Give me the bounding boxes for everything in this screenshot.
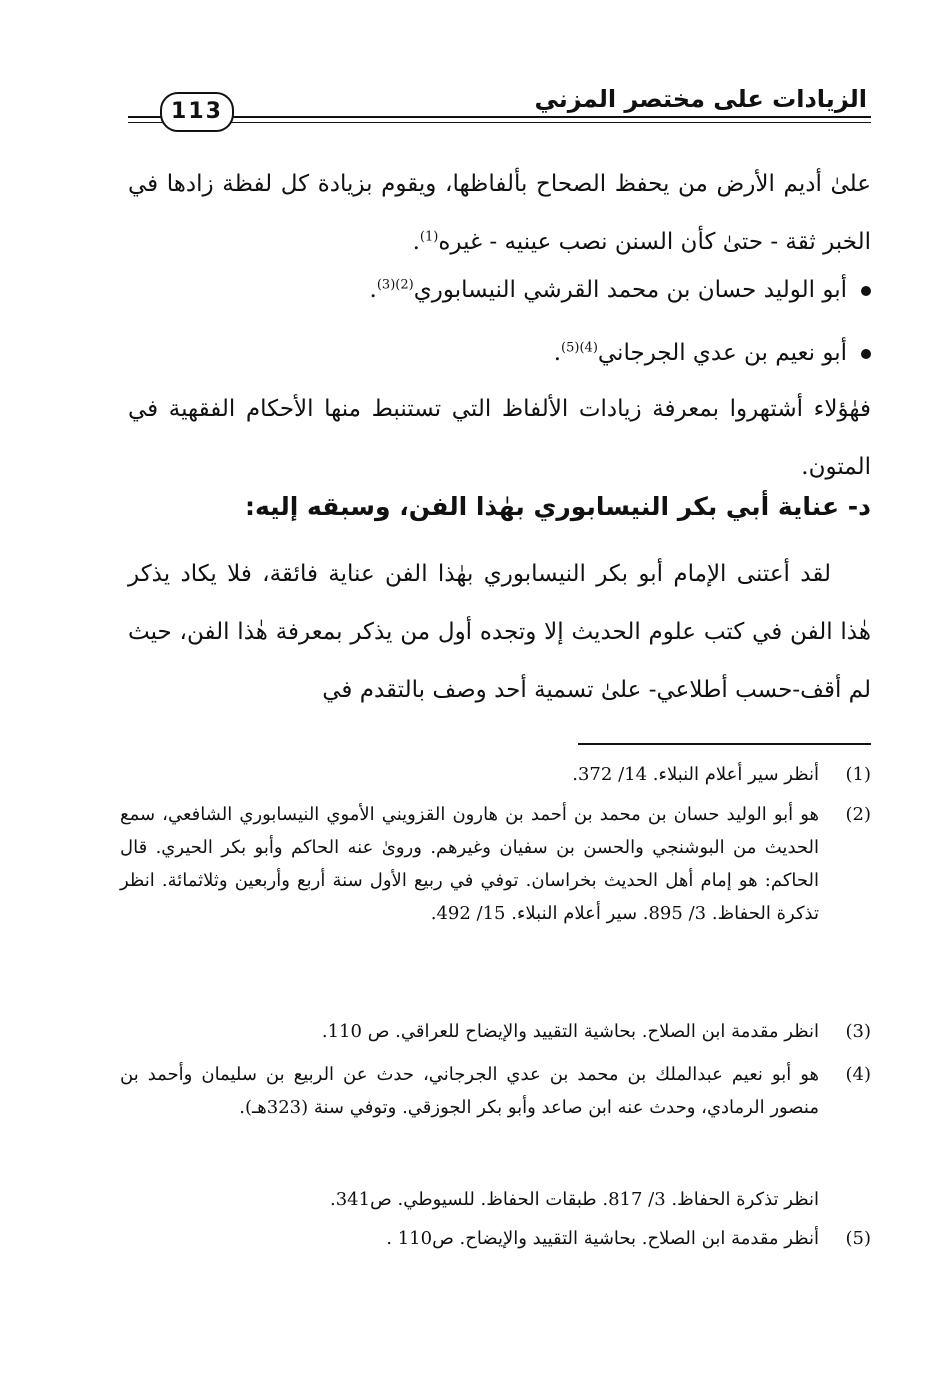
footnote (120, 758, 871, 791)
footnote (120, 1058, 871, 1124)
footnote-number: (2) (845, 804, 871, 825)
list-item (554, 333, 871, 373)
footnote-divider (578, 743, 871, 745)
page-number: 113 (160, 92, 234, 132)
footnote-number: (5) (845, 1228, 871, 1249)
list-item (370, 270, 871, 310)
paragraph-1-end: . (412, 229, 420, 255)
footnote-text: أنظر سير أعلام النبلاء. 14/ 372. (572, 764, 819, 785)
footnote-text: أنظر مقدمة ابن الصلاح. بحاشية التقييد والإيضاح. ص110 . (386, 1228, 819, 1249)
paragraph-2: فهٰؤلاء أشتهروا بمعرفة زيادات الألفاظ التي تستنبط منها الأحكام الفقهية في المتون. (128, 396, 871, 480)
footnote-ref-4-5[interactable]: (4)(5) (561, 340, 598, 356)
list-item-text: أبو نعيم بن عدي الجرجاني (597, 340, 847, 366)
section-heading: د- عناية أبي بكر النيسابوري بهٰذا الفن، وسبقه إليه: (245, 492, 871, 521)
header-rule (128, 116, 871, 118)
footnote-number: (1) (845, 764, 871, 785)
footnote-continuation: انظر تذكرة الحفاظ. 3/ 817. طبقات الحفاظ. للسيوطي. ص341. (329, 1189, 819, 1210)
footnote-text: هو أبو نعيم عبدالملك بن محمد بن عدي الجرجاني، حدث عن الربيع بن سليمان وأحمد بن منصور الرمادي، وحدث عنه ابن صاعد وأبو بكر الجوزقي. وتوفي سنة (323هـ). (120, 1064, 819, 1118)
footnote (120, 1222, 871, 1255)
list-item-end: . (369, 277, 377, 303)
header-title: الزيادات على مختصر المزني (534, 85, 867, 113)
footnote (120, 1015, 871, 1048)
header-rule-thin (128, 122, 871, 123)
footnote-text: انظر مقدمة ابن الصلاح. بحاشية التقييد والإيضاح للعراقي. ص 110. (321, 1021, 819, 1042)
bullet-icon (861, 349, 871, 359)
footnote-number: (3) (845, 1021, 871, 1042)
paragraph-1-text: علىٰ أديم الأرض من يحفظ الصحاح بألفاظها، ويقوم بزيادة كل لفظة زادها في الخبر ثقة - حتىٰ كأن السنن نصب عينيه - غيره (128, 171, 871, 255)
footnote (120, 798, 871, 930)
paragraph-3: لقد أعتنى الإمام أبو بكر النيسابوري بهٰذا الفن عناية فائقة، فلا يكاد يذكر هٰذا الفن في كتب علوم الحديث إلا وتجده أول من يذكر بمعرفة هٰذا الفن، حيث لم أقف-حسب أطلاعي- علىٰ تسمية أحد وصف بالتقدم في (128, 561, 871, 703)
footnote-ref-1[interactable]: (1) (419, 229, 439, 245)
footnote-number: (4) (845, 1064, 871, 1085)
footnote-ref-2-3[interactable]: (2)(3) (376, 277, 414, 293)
list-item-end: . (553, 340, 562, 366)
bullet-icon (861, 286, 871, 296)
list-item-text: أبو الوليد حسان بن محمد القرشي النيسابوري (413, 277, 847, 303)
footnote-text: هو أبو الوليد حسان بن محمد بن أحمد بن هارون القزويني الأموي النيسابوري الشافعي، سمع الحديث من البوشنجي والحسن بن سفيان وغيرهم. وروىٰ عنه الحاكم وأبو بكر الحيري. قال الحاكم: هو إمام أهل الحديث بخراسان. توفي في ربيع الأول سنة أربع وأربعين وثلاثمائة. انظر تذكرة الحفاظ. 3/ 895. سير أعلام النبلاء. 15/ 492. (120, 804, 819, 924)
paragraph-1 (128, 155, 871, 271)
